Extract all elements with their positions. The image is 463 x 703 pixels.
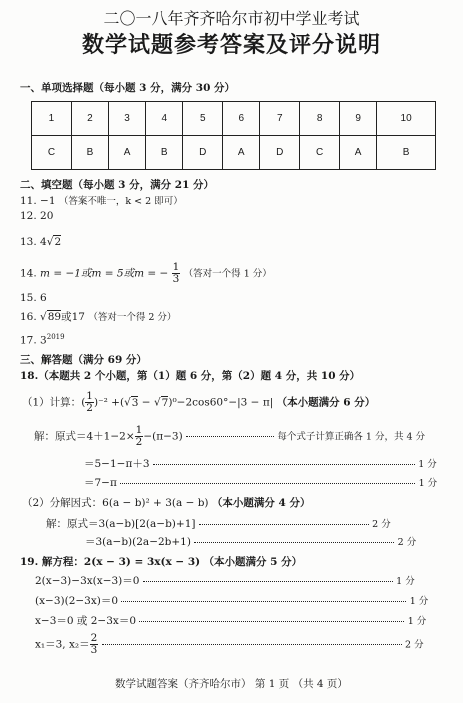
dotted-leader [143,581,393,582]
q18-part1-step3 [84,475,437,490]
scoring-note: 1 分 [396,576,415,587]
scoring-note: 2 分 [405,639,424,651]
power-base: 3 [40,334,47,347]
table-cell: A [340,136,377,170]
table-cell: 7 [260,102,300,136]
document-title: 数学试题参考答案及评分说明 [81,32,381,58]
dotted-leader [102,644,402,645]
answer-row [32,136,436,170]
question-number: 14. [20,267,37,280]
scoring-note: 2 分 [372,519,391,530]
expression-part: − [138,396,154,409]
dotted-leader [153,464,415,465]
part-label: （1）计算： [22,396,82,409]
scoring-note: 1 分 [407,616,427,627]
exam-title: 二〇一八年齐齐哈尔市初中学业考试 [103,9,360,28]
fraction [85,391,94,414]
answer-17 [20,333,65,347]
dotted-leader [194,542,394,543]
scoring-note: （答对一个得 2 分） [88,312,177,323]
table-cell: 2 [71,102,108,136]
scoring-note: 1 分 [409,596,429,607]
question-number: 13. [20,236,37,248]
q18-part1-step2 [84,456,437,471]
denominator: 3 [90,644,98,657]
table-cell: C [300,136,340,170]
table-cell: C [32,136,72,170]
answer-11 [20,193,183,207]
step-text: −(π−3) [143,430,183,443]
table-cell: 10 [377,102,436,136]
table-cell: 1 [32,102,72,136]
dotted-leader [121,601,406,602]
table-cell: 8 [300,102,340,136]
question-18-header: 18.（本题共 2 个小题，第（1）题 6 分，第（2）题 4 分，共 10 分） [20,370,361,382]
question-text: 19. 解方程：2(x − 3) = 3x(x − 3) [20,556,201,568]
question-number: 17. [20,334,37,347]
table-cell: 6 [223,102,260,136]
denominator: 2 [135,436,143,449]
step-text: 2(x−3)−3x(x−3)＝0 [35,575,140,587]
radicand: 3 [131,396,139,409]
table-cell: B [377,136,436,170]
step-text: x−3＝0 或 2−3x＝0 [35,615,137,627]
answer-coefficient: 4 [40,236,47,248]
sqrt-symbol: √ [46,236,54,248]
fraction [90,633,99,656]
step-text: x₁＝3, x₂＝ [35,638,90,651]
step-text: 解：原式＝4＋1−2× [34,430,135,443]
answer-text: m = −1或m = 5或m = − [40,267,169,280]
question-number: 11. [20,195,37,207]
answer-text: 20 [40,210,54,222]
numerator: 1 [172,261,180,273]
section-1-title: 一、单项选择题（每小题 3 分，满分 30 分） [20,82,236,94]
answer-13 [20,236,61,248]
score-note: （本小题满分 6 分） [276,396,376,409]
answer-16 [20,309,176,324]
scoring-note: （答对一个得 1 分） [183,268,272,280]
section-2-title: 二、填空题（每小题 3 分，满分 21 分） [20,179,215,191]
q18-part1-problem [22,391,375,414]
numerator: 1 [86,390,93,402]
answer-text: −1 [40,195,56,207]
expression-part: ( [81,396,86,409]
radicand: 2 [54,236,62,248]
q19-step1 [35,573,415,588]
power-exponent: 2019 [46,333,65,341]
question-number: 12. [20,210,37,222]
sqrt-symbol: √ [40,311,47,323]
radicand: 89 [47,311,62,323]
step-text: ＝5−1−π＋3 [84,458,150,470]
q18-part2-step1 [46,516,391,531]
expression-part: )⁰−2cos60°−|3 − π| [168,396,274,409]
table-cell: B [146,136,183,170]
sqrt-symbol: √ [153,396,161,409]
dotted-leader [199,524,369,525]
sqrt-symbol: √ [124,396,131,409]
table-cell: 5 [183,102,223,136]
table-cell: B [71,136,108,170]
q18-part2-step2 [85,534,416,549]
q19-step3 [35,613,426,628]
fraction [172,262,181,285]
table-cell: 9 [340,102,377,136]
scoring-note: 每个式子计算正确各 1 分，共 4 分 [277,431,426,443]
table-cell: D [260,136,300,170]
answer-text: 或17 [61,311,85,323]
expression-part: )⁻² +( [93,396,125,409]
page-footer: 数学试题答案（齐齐哈尔市） 第 1 页 （共 4 页） [115,678,348,690]
numerator: 1 [135,424,143,436]
step-text: ＝7−π [84,477,117,489]
dotted-leader [120,483,415,484]
part-label: （2）分解因式：6(a − b)² + 3(a − b) [22,497,209,509]
question-number: 16. [20,311,37,323]
table-cell: 4 [146,102,183,136]
q18-part1-step1 [34,425,425,448]
dotted-leader [139,621,404,622]
scoring-note: 2 分 [397,537,417,548]
denominator: 3 [172,273,180,286]
question-number: 15. [20,292,37,304]
section-3-title: 三、解答题（满分 69 分） [20,354,147,366]
score-note: （本小题满分 5 分） [203,556,303,568]
table-cell: 3 [109,102,146,136]
scoring-note: （答案不唯一，k < 2 即可） [58,196,183,207]
step-text: (x−3)(2−3x)＝0 [35,595,119,607]
q19-step2 [35,593,428,608]
answer-14 [20,262,272,285]
radicand: 7 [161,396,169,409]
table-cell: A [109,136,146,170]
table-cell: A [223,136,260,170]
answer-15 [20,292,47,304]
table-cell: D [183,136,223,170]
scoring-note: 1 分 [418,459,437,470]
step-text: ＝3(a−b)(2a−2b+1) [85,536,191,548]
step-text: 解：原式＝3(a−b)[2(a−b)+1] [46,518,196,530]
scoring-note: 1 分 [418,478,438,489]
q18-part2-problem [22,495,311,510]
answer-table [31,101,436,170]
score-note: （本小题满分 4 分） [211,497,311,509]
question-19-header [20,554,302,569]
numerator: 2 [90,632,98,644]
denominator: 2 [86,402,93,415]
question-number-row [32,102,436,136]
answer-text: 6 [40,292,47,304]
q19-step4 [35,633,424,656]
answer-12 [20,210,53,222]
dotted-leader [186,436,274,437]
